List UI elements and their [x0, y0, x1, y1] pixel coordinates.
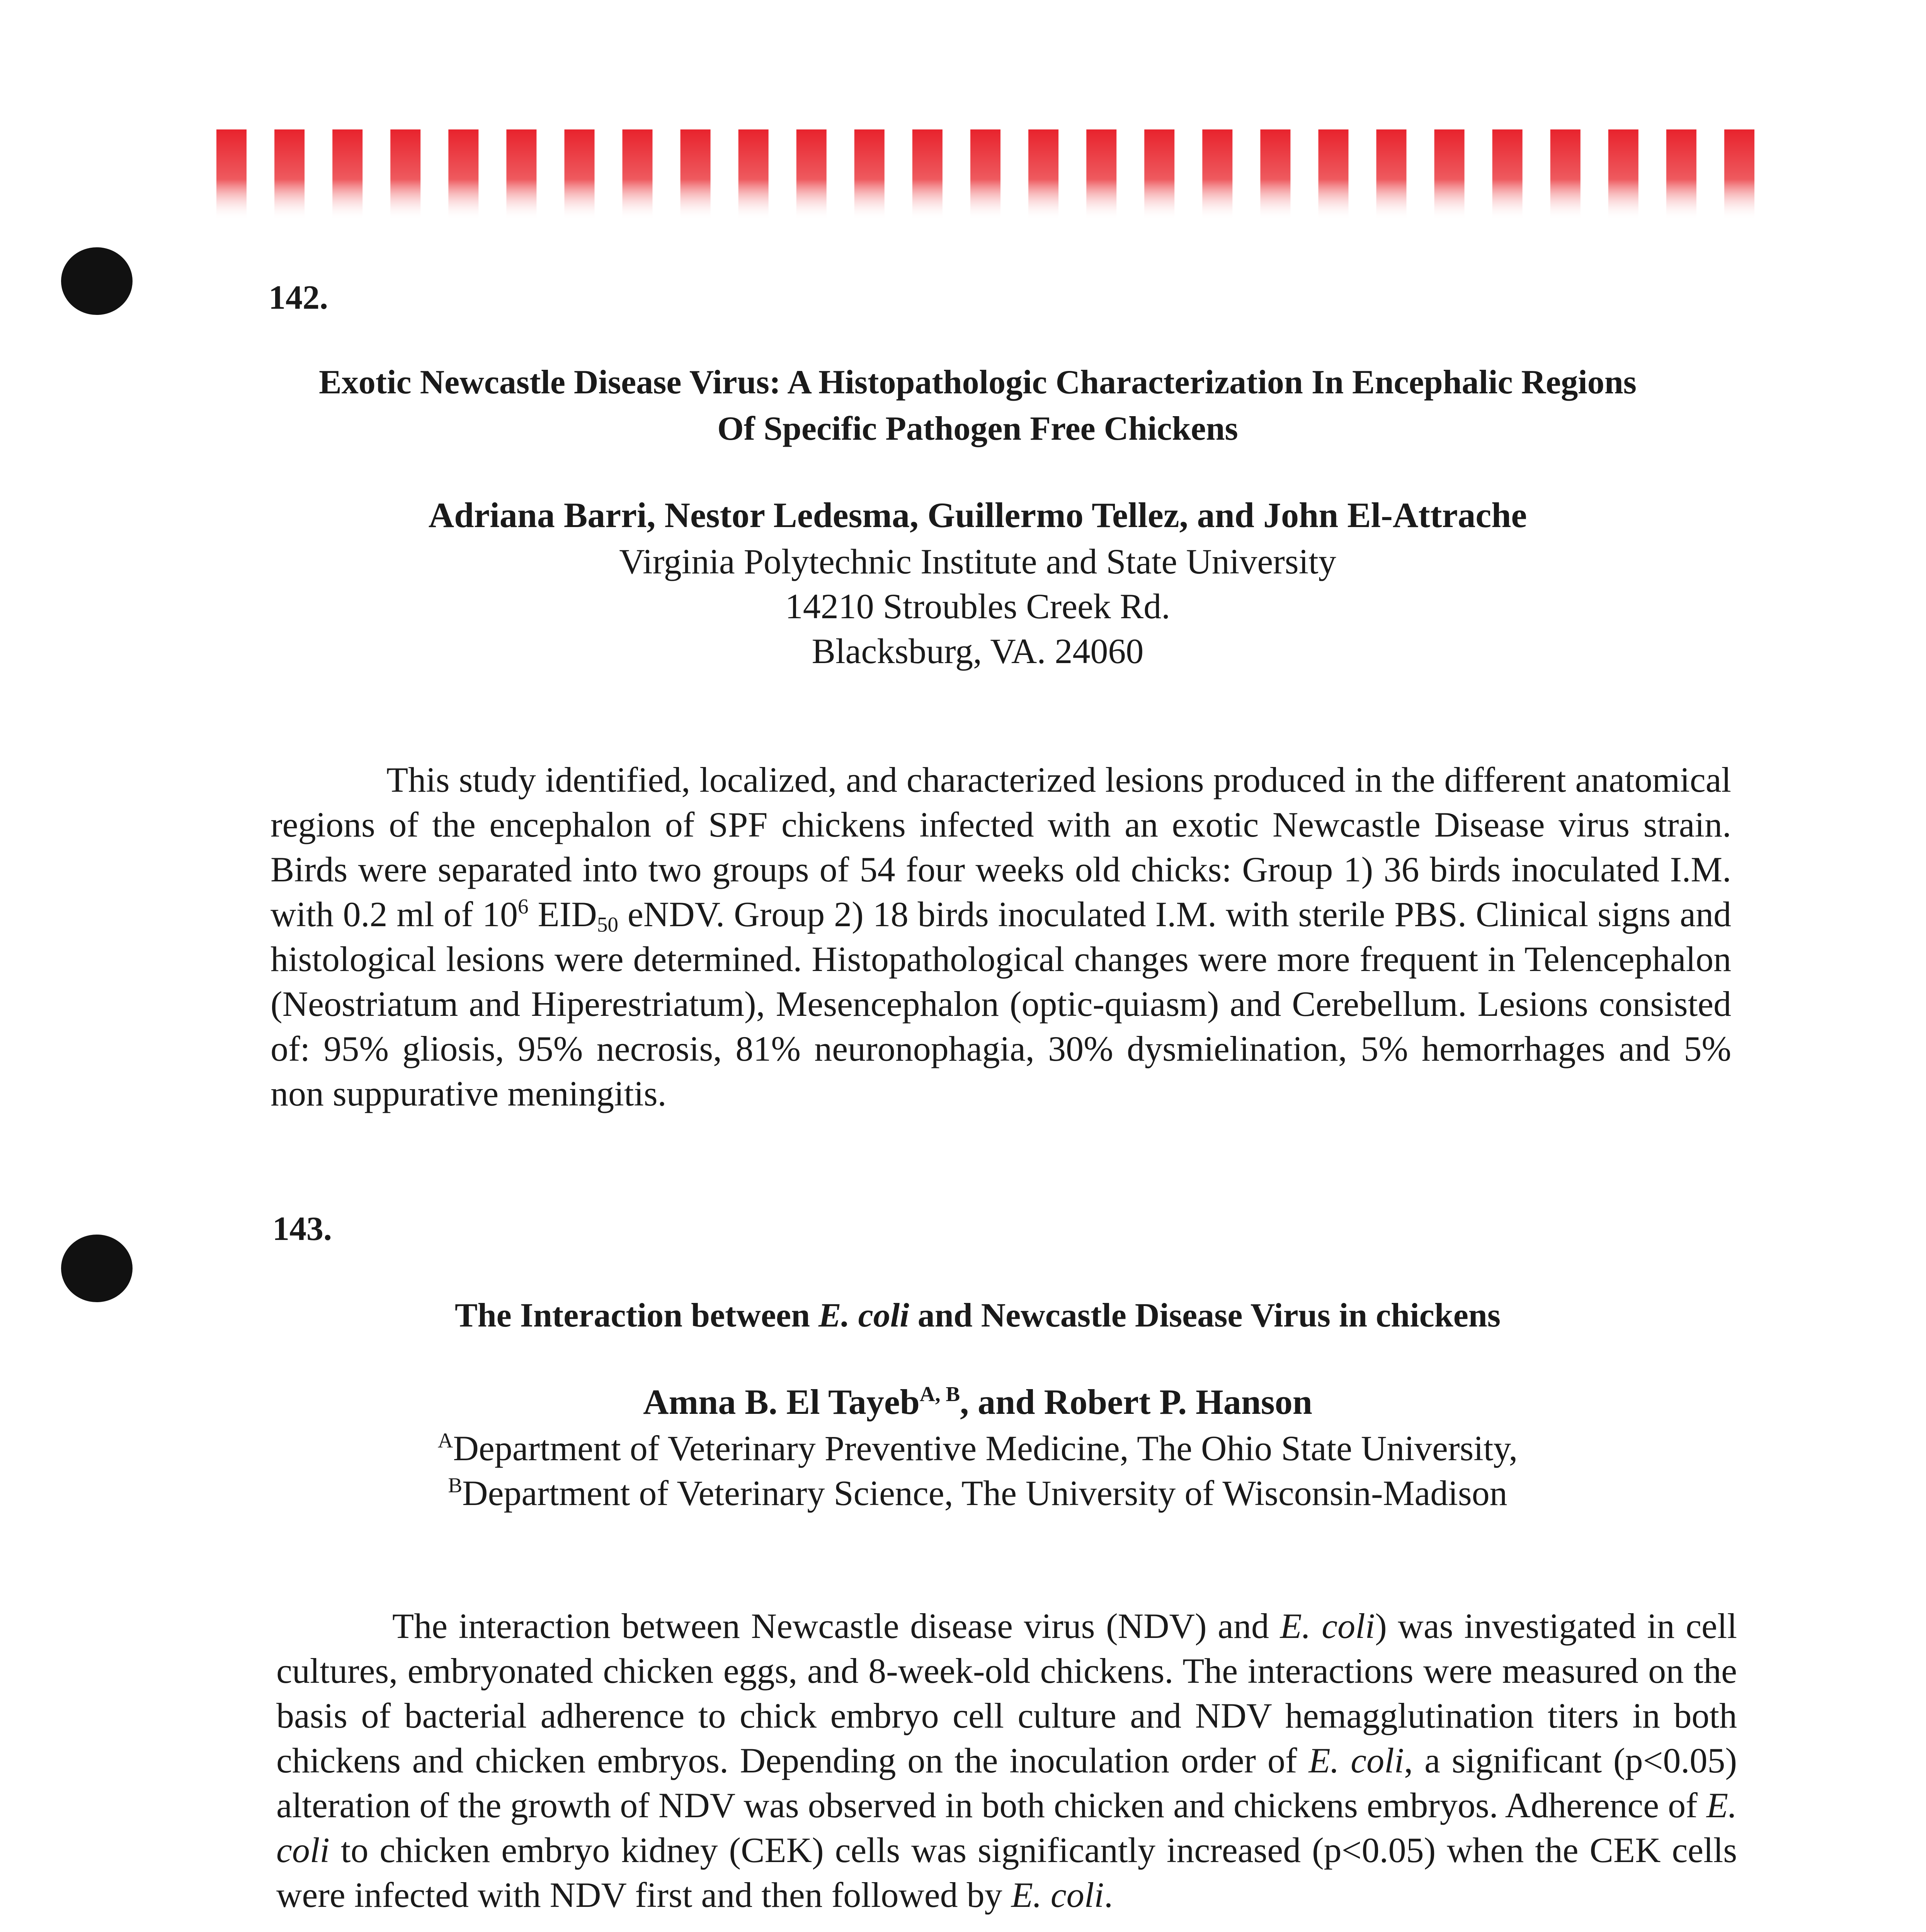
affiliation-line: Virginia Polytechnic Institute and State University — [619, 542, 1336, 581]
header-bar — [390, 129, 420, 220]
abstract-number-143: 143. — [272, 1210, 332, 1248]
header-bar — [1550, 129, 1581, 220]
abstract-number-142: 142. — [269, 279, 328, 316]
header-bar — [565, 129, 595, 220]
header-bar — [1724, 129, 1754, 220]
header-bar — [1376, 129, 1407, 220]
affiliation-line: 14210 Stroubles Creek Rd. — [785, 587, 1171, 626]
punch-hole-top — [61, 247, 133, 315]
header-bar — [1434, 129, 1465, 220]
header-bar — [854, 129, 885, 220]
header-bar — [1492, 129, 1523, 220]
header-bar — [1608, 129, 1638, 220]
header-bar — [274, 129, 305, 220]
abstract-body-142: This study identified, localized, and characterized lesions produced in the different anatomical regions of the encephalon of SPF chickens infected with an exotic Newcastle Disease virus strain. Birds were separated into two groups of 54 four weeks old chicks: Group 1) 36 birds inoculated I.M. with 0.2 ml of $10^6$ $EID_{50}$ eNDV. Group 2) 18 birds inoculated I.M. with sterile PBS. Clinical signs and histological lesions were determined. Histopathological changes were more frequent in Telencephalon (Neostriatum and Hiperestriatum), Mesencephalon (optic-quiasm) and Cerebellum. Lesions consisted of: 95% gliosis, 95% necrosis, 81% neuronophagia, 30% dysmielination, 5% hemorrhages and 5% non suppurative meningitis. — [271, 760, 1731, 1113]
header-bar — [216, 129, 247, 220]
header-bar — [912, 129, 943, 220]
header-bar — [1319, 129, 1349, 220]
affiliation-143 — [232, 1426, 1724, 1515]
punch-hole-middle — [61, 1235, 133, 1302]
abstract-title-143: The Interaction between E. coli and Newcastle Disease Virus in chickens — [455, 1297, 1501, 1334]
abstract-body-143: The interaction between Newcastle disease virus (NDV) and E. coli) was investigated in cell cultures, embryonated chicken eggs, and 8-week-old chickens. The interactions were measured on the basis of bacterial adherence to chick embryo cell culture and NDV hemagglutination titers in both chickens and chicken embryos. Depending on the inoculation order of E. coli, a significant (p<0.05) alteration of the growth of NDV was observed in both chicken and chickens embryos. Adherence of E. coli to chicken embryo kidney (CEK) cells was significantly increased (p<0.05) when the CEK cells were infected with NDV first and then followed by E. coli. — [276, 1606, 1737, 1915]
authors-143: Amna B. El Tayeb$^{A, B}$, and Robert P. Hanson — [643, 1382, 1312, 1422]
header-bar — [623, 129, 653, 220]
header-bar — [970, 129, 1000, 220]
header-bar — [1666, 129, 1696, 220]
affiliation-line: $^B$Department of Veterinary Science, The University of Wisconsin-Madison — [448, 1473, 1507, 1513]
header-bar — [1260, 129, 1290, 220]
affiliation-line: $^A$Department of Veterinary Preventive Medicine, The Ohio State University, — [437, 1428, 1518, 1468]
header-bar — [506, 129, 536, 220]
header-bar — [1144, 129, 1174, 220]
affiliation-142 — [232, 539, 1724, 673]
abstract-title-142: Exotic Newcastle Disease Virus: A Histopathologic Characterization In Encephalic Regions Of Specific Pathogen Free Chickens — [319, 364, 1637, 447]
header-bar — [1086, 129, 1116, 220]
header-bar — [1028, 129, 1058, 220]
header-bar — [681, 129, 711, 220]
authors-142: Adriana Barri, Nestor Ledesma, Guillermo Tellez, and John El-Attrache — [428, 495, 1527, 535]
header-bar — [448, 129, 478, 220]
header-bar — [332, 129, 362, 220]
header-bar — [738, 129, 769, 220]
header-bar — [796, 129, 827, 220]
header-bar — [1202, 129, 1232, 220]
header-stripe — [216, 129, 1754, 220]
affiliation-line: Blacksburg, VA. 24060 — [812, 631, 1144, 671]
